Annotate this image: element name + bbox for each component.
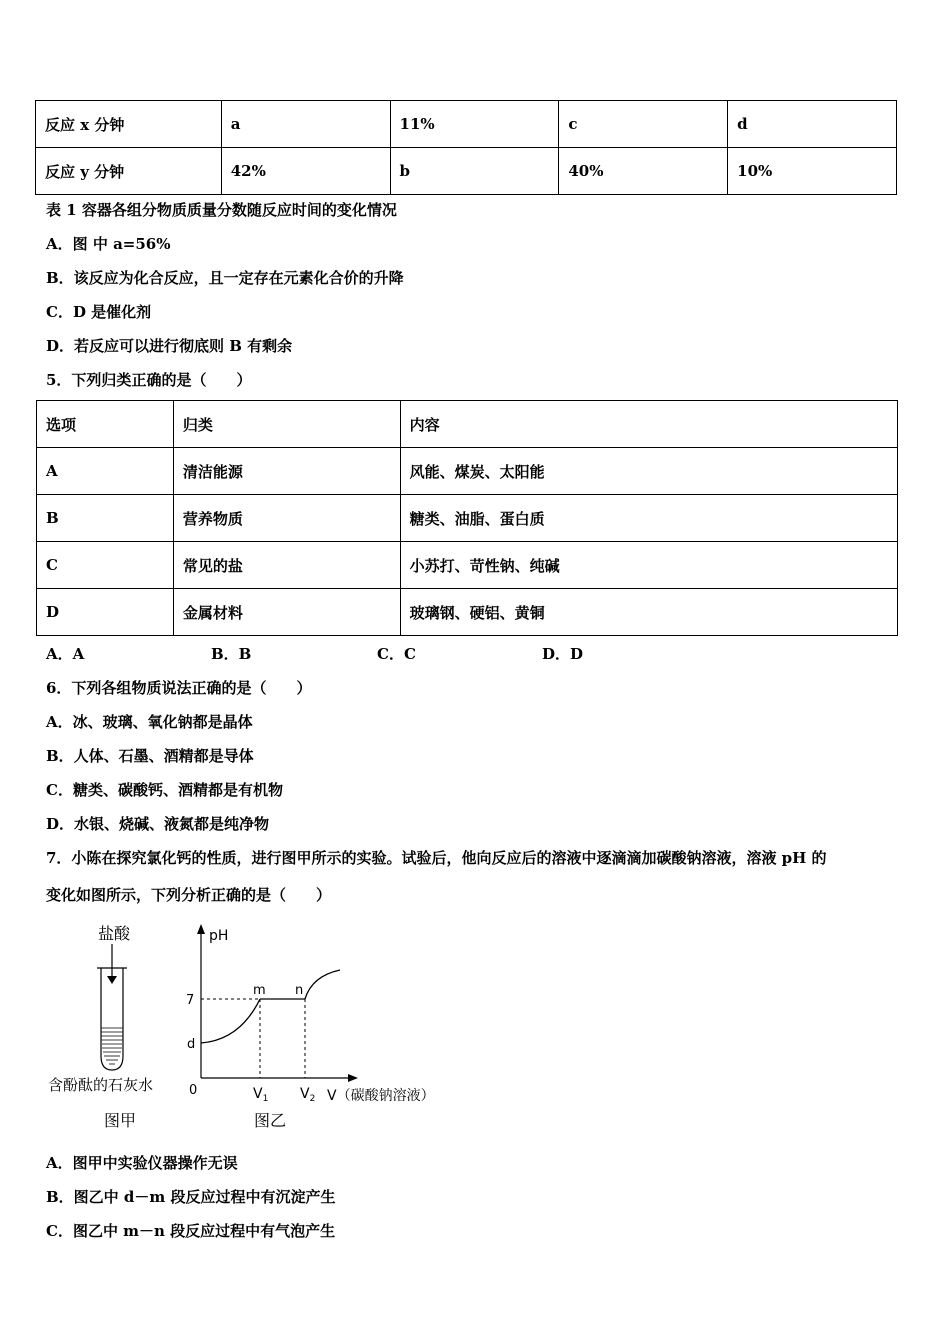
x-tick-v2: $V_2$: [300, 1086, 316, 1104]
q5-stem: 5．下列归类正确的是（ ）: [46, 371, 252, 389]
q6-stem: 6．下列各组物质说法正确的是（ ）: [46, 679, 312, 697]
q5-option-d: D．D: [542, 645, 584, 663]
y-axis-arrow-icon: [197, 924, 205, 934]
table-cell: B: [37, 495, 174, 542]
q6-option-c: C．糖类、碳酸钙、酒精都是有机物: [46, 781, 283, 799]
table-cell: b: [390, 148, 559, 195]
table-cell: 42%: [221, 148, 390, 195]
q6-option-a: A．冰、玻璃、氧化钠都是晶体: [46, 713, 253, 731]
table-cell: 11%: [390, 101, 559, 148]
column-header: 归类: [173, 401, 400, 448]
table-cell: 常见的盐: [173, 542, 400, 589]
q7-figure: [40, 918, 470, 1138]
test-tube-diagram: [48, 924, 153, 1130]
tube-label: 含酚酞的石灰水: [48, 1076, 154, 1094]
curve-after-n: [305, 970, 340, 999]
q7-option-b: B．图乙中 d－m 段反应过程中有沉淀产生: [46, 1188, 336, 1206]
classification-table: [36, 400, 898, 636]
q7-stem-line2: 变化如图所示，下列分析正确的是（ ）: [46, 886, 332, 904]
q5-options: [46, 643, 646, 663]
x-axis-arrow-icon: [348, 1074, 358, 1082]
ph-graph: [186, 924, 435, 1130]
reaction-table: [35, 100, 897, 195]
q7-option-c: C．图乙中 m－n 段反应过程中有气泡产生: [46, 1222, 336, 1240]
table-header-row: [37, 401, 898, 448]
y-axis-label: pH: [209, 928, 229, 944]
q5-option-c: C．C: [377, 645, 416, 663]
column-header: 选项: [37, 401, 174, 448]
q4-option-c: C．D 是催化剂: [46, 303, 152, 321]
table-cell: 风能、煤炭、太阳能: [400, 448, 897, 495]
table-row: [37, 589, 898, 636]
fig1-caption: 图甲: [104, 1111, 137, 1130]
q4-option-a: A．图 中 a=56%: [46, 235, 171, 253]
table-cell: 40%: [559, 148, 728, 195]
q4-option-b: B．该反应为化合反应，且一定存在元素化合价的升降: [46, 269, 404, 287]
point-m: m: [253, 983, 266, 998]
table-cell: d: [728, 101, 897, 148]
table-cell: 玻璃钢、硬铝、黄铜: [400, 589, 897, 636]
curve-d-m: [201, 999, 260, 1043]
table-cell: C: [37, 542, 174, 589]
liquid-level: [101, 1028, 123, 1064]
q6-option-b: B．人体、石墨、酒精都是导体: [46, 747, 254, 765]
table-cell: a: [221, 101, 390, 148]
q5-option-b: B．B: [211, 645, 252, 663]
table-cell: 糖类、油脂、蛋白质: [400, 495, 897, 542]
table-cell: 小苏打、苛性钠、纯碱: [400, 542, 897, 589]
row-label: 反应 y 分钟: [36, 148, 222, 195]
x-axis-label: V（碳酸钠溶液）: [327, 1088, 435, 1104]
table-row: [36, 148, 897, 195]
y-tick-7: 7: [186, 993, 195, 1008]
x-tick-v1: $V_1$: [253, 1086, 269, 1104]
table-cell: 营养物质: [173, 495, 400, 542]
table-row: [37, 495, 898, 542]
q7-option-a: A．图甲中实验仪器操作无误: [46, 1154, 238, 1172]
table-row: [37, 542, 898, 589]
fig2-caption: 图乙: [254, 1111, 287, 1130]
table-caption: 表 1 容器各组分物质质量分数随反应时间的变化情况: [46, 201, 397, 219]
table-row: [37, 448, 898, 495]
q5-option-a: A．A: [46, 645, 85, 663]
table-cell: 10%: [728, 148, 897, 195]
table-cell: D: [37, 589, 174, 636]
row-label: 反应 x 分钟: [36, 101, 222, 148]
table-cell: 清洁能源: [173, 448, 400, 495]
q4-option-d: D．若反应可以进行彻底则 B 有剩余: [46, 337, 293, 355]
table-cell: A: [37, 448, 174, 495]
origin-label: 0: [189, 1083, 198, 1098]
dropper-label: 盐酸: [98, 924, 131, 943]
column-header: 内容: [400, 401, 897, 448]
q6-option-d: D．水银、烧碱、液氮都是纯净物: [46, 815, 270, 833]
arrow-head-icon: [107, 976, 117, 984]
q7-stem-line1: 7．小陈在探究氯化钙的性质，进行图甲所示的实验。试验后，他向反应后的溶液中逐滴滴加碳酸钠溶液，溶液 pH 的: [46, 849, 827, 867]
y-tick-d: d: [187, 1037, 196, 1052]
point-n: n: [295, 983, 304, 998]
table-row: [36, 101, 897, 148]
table-cell: 金属材料: [173, 589, 400, 636]
table-cell: c: [559, 101, 728, 148]
